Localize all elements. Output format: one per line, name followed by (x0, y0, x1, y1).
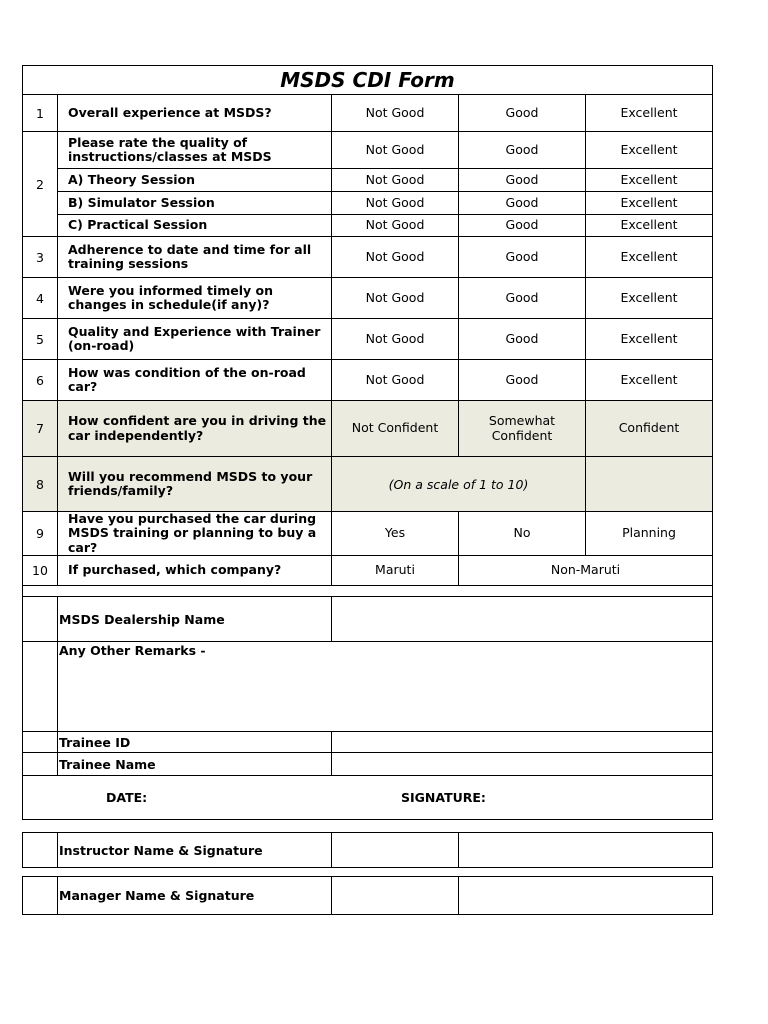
manager-name-input[interactable] (332, 877, 459, 915)
question-row (23, 319, 713, 360)
blank-cell (23, 642, 58, 732)
trainee-name-input[interactable] (332, 753, 713, 776)
question-number: 3 (23, 237, 58, 278)
option-cell[interactable]: Good (459, 319, 586, 360)
option-cell[interactable]: Excellent (586, 132, 713, 169)
option-cell[interactable]: Good (459, 237, 586, 278)
option-cell[interactable]: Non-Maruti (459, 556, 713, 586)
question-row (23, 556, 713, 586)
sub-question-text: A) Theory Session (58, 169, 332, 192)
option-cell[interactable]: Excellent (586, 215, 713, 237)
option-cell[interactable]: Good (459, 278, 586, 319)
dealership-row (23, 597, 713, 642)
trainee-id-input[interactable] (332, 732, 713, 753)
option-cell[interactable]: Good (459, 169, 586, 192)
option-cell[interactable]: Excellent (586, 237, 713, 278)
signature-label: SIGNATURE: (401, 790, 486, 806)
option-cell[interactable]: Good (459, 360, 586, 401)
remarks-label: Any Other Remarks - (59, 643, 206, 659)
question-number: 8 (23, 457, 58, 512)
instructor-label: Instructor Name & Signature (58, 833, 332, 868)
question-number: 4 (23, 278, 58, 319)
option-cell[interactable]: Not Good (332, 278, 459, 319)
question-row (23, 95, 713, 132)
option-cell[interactable]: Not Good (332, 237, 459, 278)
option-cell[interactable]: Excellent (586, 169, 713, 192)
trainee-name-label: Trainee Name (58, 753, 332, 776)
question-text: How was condition of the on-road car? (58, 360, 332, 401)
question-text: If purchased, which company? (58, 556, 332, 586)
question-number: 2 (23, 132, 58, 237)
dealership-input[interactable] (332, 597, 713, 642)
option-cell[interactable]: Excellent (586, 192, 713, 215)
manager-label: Manager Name & Signature (58, 877, 332, 915)
option-cell[interactable]: Good (459, 95, 586, 132)
option-cell[interactable]: Not Good (332, 95, 459, 132)
question-text: Were you informed timely on changes in schedule(if any)? (58, 278, 332, 319)
sub-question-row (23, 169, 713, 192)
option-cell[interactable]: Excellent (586, 360, 713, 401)
question-text: Overall experience at MSDS? (58, 95, 332, 132)
option-cell[interactable]: No (459, 512, 586, 556)
instructor-row (23, 833, 713, 868)
question-number: 10 (23, 556, 58, 586)
question-number: 5 (23, 319, 58, 360)
option-cell[interactable]: Good (459, 215, 586, 237)
option-cell[interactable]: Excellent (586, 278, 713, 319)
date-signature-row (23, 776, 713, 820)
date-label: DATE: (106, 790, 148, 806)
question-row (23, 512, 713, 556)
question-text: How confident are you in driving the car independently? (58, 401, 332, 457)
question-number: 7 (23, 401, 58, 457)
trainee-name-row (23, 753, 713, 776)
option-cell[interactable]: Somewhat Confident (459, 401, 586, 457)
option-cell[interactable]: Not Good (332, 215, 459, 237)
question-row (23, 132, 713, 169)
dealership-label: MSDS Dealership Name (58, 597, 332, 642)
blank-cell (23, 597, 58, 642)
option-cell[interactable]: Excellent (586, 319, 713, 360)
question-row (23, 237, 713, 278)
option-cell[interactable]: Confident (586, 401, 713, 457)
remarks-row (23, 642, 713, 732)
option-cell[interactable]: Excellent (586, 95, 713, 132)
question-text: Adherence to date and time for all training sessions (58, 237, 332, 278)
instructor-name-input[interactable] (332, 833, 459, 868)
option-cell[interactable]: Good (459, 132, 586, 169)
instructor-table (22, 832, 713, 868)
option-cell[interactable]: Planning (586, 512, 713, 556)
question-text: Please rate the quality of instructions/classes at MSDS (58, 132, 332, 169)
blank-cell (23, 732, 58, 753)
spacer-cell (23, 586, 713, 597)
question-row (23, 360, 713, 401)
sub-question-text: B) Simulator Session (58, 192, 332, 215)
blank-cell (23, 753, 58, 776)
question-number: 1 (23, 95, 58, 132)
manager-signature-input[interactable] (459, 877, 713, 915)
blank-cell (23, 877, 58, 915)
remarks-field[interactable] (58, 642, 713, 732)
sub-question-row (23, 215, 713, 237)
form-title: MSDS CDI Form (23, 66, 713, 95)
question-row (23, 278, 713, 319)
manager-row (23, 877, 713, 915)
sub-question-row (23, 192, 713, 215)
question-text: Quality and Experience with Trainer (on-road) (58, 319, 332, 360)
option-cell[interactable]: Yes (332, 512, 459, 556)
trainee-id-label: Trainee ID (58, 732, 332, 753)
question-number: 6 (23, 360, 58, 401)
question-row (23, 457, 713, 512)
manager-table (22, 876, 713, 915)
rating-scale-note: (On a scale of 1 to 10) (332, 457, 586, 512)
question-number: 9 (23, 512, 58, 556)
option-cell[interactable]: Not Good (332, 319, 459, 360)
trainee-id-row (23, 732, 713, 753)
spacer-row (23, 586, 713, 597)
instructor-signature-input[interactable] (459, 833, 713, 868)
option-cell[interactable]: Maruti (332, 556, 459, 586)
option-cell[interactable]: Not Good (332, 360, 459, 401)
option-cell[interactable]: Not Confident (332, 401, 459, 457)
option-cell[interactable]: Good (459, 192, 586, 215)
option-cell[interactable]: Not Good (332, 169, 459, 192)
question-text: Have you purchased the car during MSDS training or planning to buy a car? (58, 512, 332, 556)
option-cell[interactable]: Not Good (332, 132, 459, 169)
cdi-form-table (22, 65, 713, 820)
option-cell[interactable]: Not Good (332, 192, 459, 215)
date-signature-cell[interactable] (23, 776, 713, 820)
blank-cell (23, 833, 58, 868)
question-text: Will you recommend MSDS to your friends/family? (58, 457, 332, 512)
rating-input-cell[interactable] (586, 457, 713, 512)
question-row (23, 401, 713, 457)
sub-question-text: C) Practical Session (58, 215, 332, 237)
